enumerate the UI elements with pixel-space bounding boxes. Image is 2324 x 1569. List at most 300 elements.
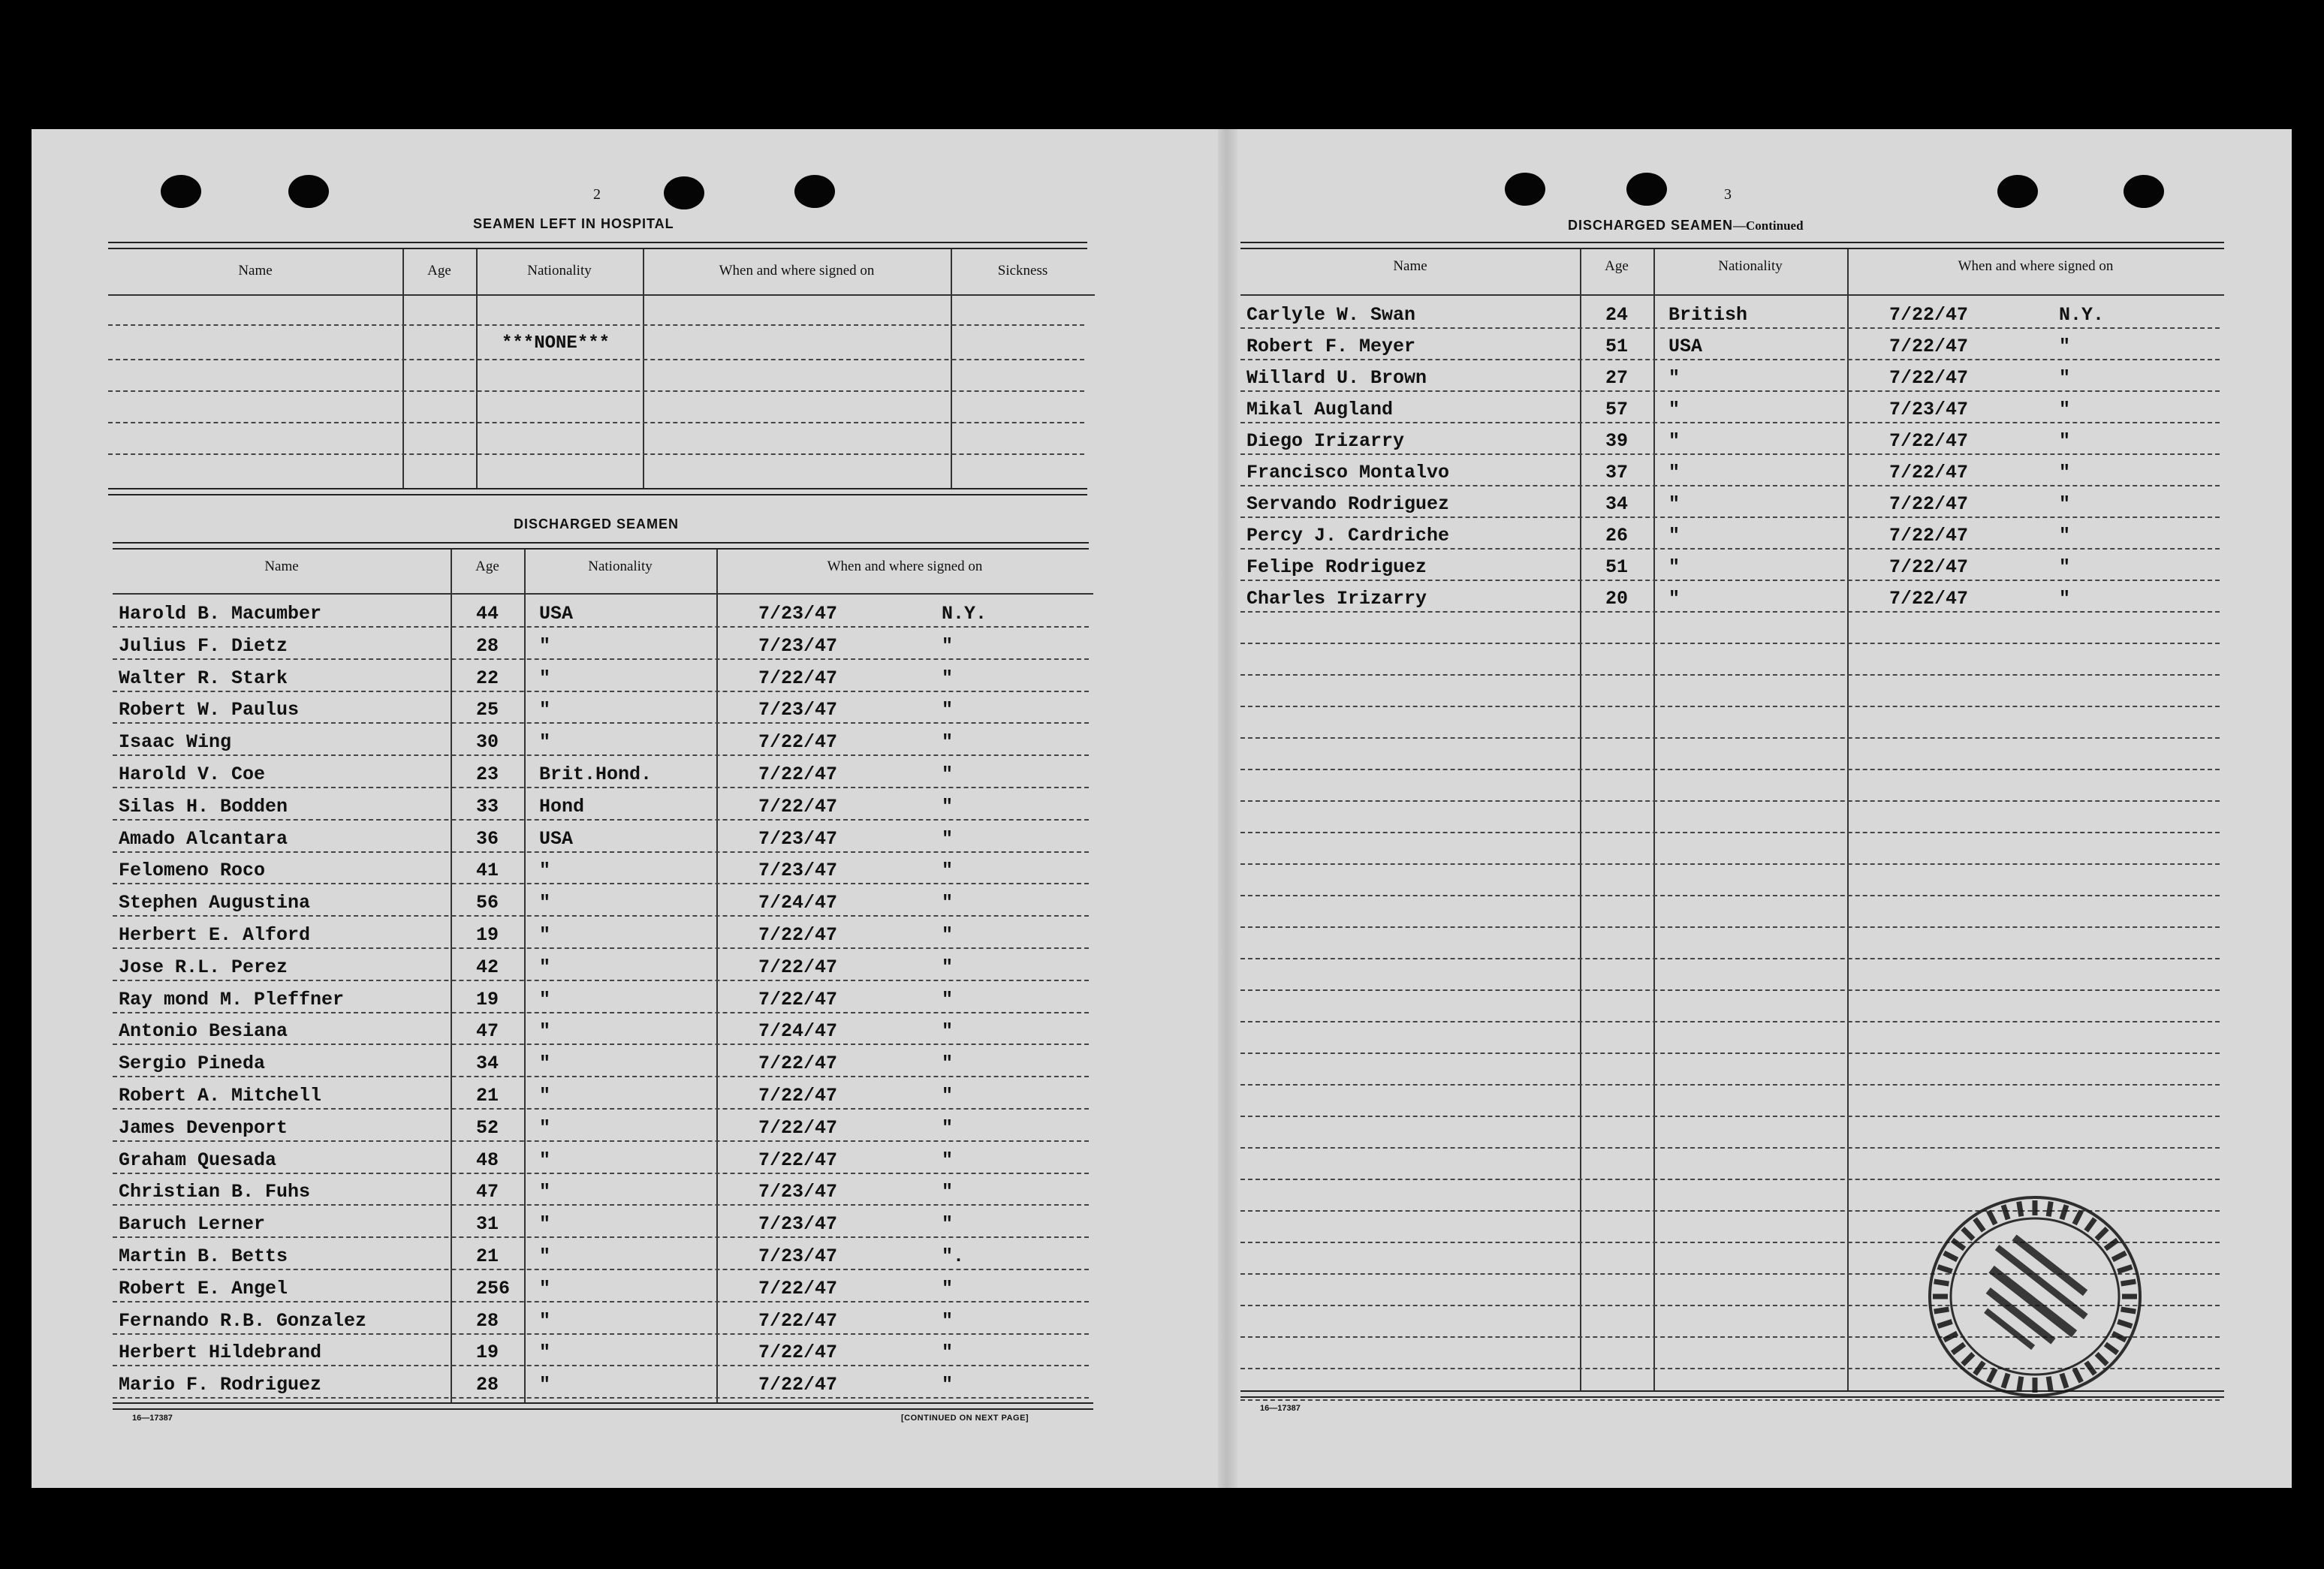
seaman-name: Felipe Rodriguez: [1246, 556, 1427, 578]
signed-on-date: 7/23/47: [758, 1213, 838, 1236]
signed-on-place: ": [2059, 556, 2071, 578]
stamp-tick: [1938, 1266, 1952, 1271]
seaman-age: 41: [476, 860, 499, 882]
signed-on-place: ": [942, 1053, 954, 1075]
row-rule: [1240, 453, 2220, 455]
row-rule: [113, 1269, 1089, 1270]
signed-on-place: ": [2059, 430, 2071, 452]
row-rule: [113, 1333, 1089, 1335]
rule: [108, 488, 1087, 495]
column-header: Nationality: [1718, 258, 1783, 274]
stamp-tick: [2075, 1369, 2081, 1382]
row-rule: [113, 883, 1089, 884]
signed-on-date: 7/23/47: [758, 634, 838, 657]
seaman-age: 30: [476, 731, 499, 754]
row-rule: [1240, 863, 2220, 865]
seaman-name: Robert A. Mitchell: [119, 1085, 322, 1107]
row-rule: [1240, 516, 2220, 518]
row-rule: [1240, 359, 2220, 360]
stamp-tick: [1944, 1333, 1958, 1340]
seaman-name: Silas H. Bodden: [119, 795, 288, 818]
signed-on-date: 7/22/47: [758, 667, 838, 689]
signed-on-place: ": [2059, 336, 2071, 357]
signed-on-place: ": [942, 988, 954, 1010]
seaman-age: 36: [476, 827, 499, 850]
row-rule: [108, 390, 1084, 392]
seaman-nationality: ": [1668, 462, 1680, 483]
seaman-nationality: ": [539, 699, 551, 721]
signed-on-place: ": [2059, 367, 2071, 389]
seaman-age: 21: [476, 1085, 499, 1107]
stamp-tick: [2105, 1344, 2118, 1353]
seaman-nationality: USA: [539, 603, 574, 625]
page-number-left: 2: [593, 186, 601, 203]
stamp-tick: [1988, 1369, 1995, 1382]
stamp-tick: [2086, 1218, 2095, 1230]
row-rule: [113, 658, 1089, 660]
hospital-none-note: ***NONE***: [502, 333, 610, 354]
seaman-name: Sergio Pineda: [119, 1053, 266, 1075]
seaman-nationality: Hond: [539, 795, 585, 818]
row-rule: [1240, 1179, 2220, 1180]
seaman-name: Harold V. Coe: [119, 763, 266, 785]
signed-on-date: 7/22/47: [758, 1053, 838, 1075]
seaman-age: 27: [1605, 367, 1629, 389]
seaman-name: Percy J. Cardriche: [1246, 525, 1450, 547]
stamp-tick: [2112, 1333, 2126, 1340]
signed-on-place: ".: [942, 1245, 965, 1267]
stamp-tick: [2118, 1321, 2132, 1326]
stamp-tick: [1988, 1211, 1995, 1224]
seaman-age: 39: [1605, 430, 1629, 452]
seaman-nationality: British: [1668, 304, 1748, 326]
row-rule: [113, 947, 1089, 949]
stamp-tick: [2118, 1266, 2132, 1271]
signed-on-place: ": [942, 1116, 954, 1139]
row-rule: [113, 1012, 1089, 1013]
seaman-name: Martin B. Betts: [119, 1245, 288, 1267]
signed-on-place: ": [942, 860, 954, 882]
row-rule: [108, 359, 1084, 360]
signed-on-date: 7/23/47: [758, 699, 838, 721]
punch-hole: [1997, 175, 2038, 208]
stamp-tick: [1963, 1354, 1973, 1364]
hospital-col-header: Name: [238, 263, 273, 279]
seaman-name: Julius F. Dietz: [119, 634, 288, 657]
row-rule: [113, 1397, 1089, 1399]
signed-on-date: 7/23/47: [758, 860, 838, 882]
row-rule: [1240, 989, 2220, 991]
seaman-age: 56: [476, 892, 499, 914]
seaman-age: 34: [476, 1053, 499, 1075]
seaman-age: 19: [476, 1342, 499, 1364]
seaman-nationality: ": [1668, 588, 1680, 610]
row-rule: [1240, 769, 2220, 770]
signed-on-place: ": [942, 827, 954, 850]
row-rule: [1240, 422, 2220, 423]
seaman-nationality: ": [1668, 525, 1680, 547]
title-suffix: —Continued: [1733, 218, 1804, 233]
seaman-name: Robert E. Angel: [119, 1277, 288, 1299]
signed-on-place: ": [942, 1342, 954, 1364]
stamp-tick: [1952, 1240, 1964, 1249]
stamp-tick: [2086, 1362, 2095, 1374]
seaman-name: Isaac Wing: [119, 731, 232, 754]
seaman-nationality: ": [1668, 556, 1680, 578]
row-rule: [1240, 800, 2220, 802]
seaman-nationality: ": [539, 731, 551, 754]
seaman-nationality: ": [539, 1181, 551, 1203]
seaman-age: 42: [476, 956, 499, 978]
row-rule: [1240, 548, 2220, 550]
signed-on-date: 7/22/47: [1889, 367, 1969, 389]
stamp-tick: [2048, 1377, 2051, 1392]
row-rule: [1240, 390, 2220, 392]
seaman-age: 28: [476, 1309, 499, 1332]
signed-on-date: 7/22/47: [1889, 430, 1969, 452]
row-rule: [1240, 1021, 2220, 1022]
seaman-age: 25: [476, 699, 499, 721]
seaman-name: James Devenport: [119, 1116, 288, 1139]
row-rule: [1240, 1084, 2220, 1086]
seaman-name: Mario F. Rodriguez: [119, 1374, 322, 1396]
seaman-name: Walter R. Stark: [119, 667, 288, 689]
seaman-age: 37: [1605, 462, 1629, 483]
row-rule: [113, 1108, 1089, 1110]
seaman-name: Robert W. Paulus: [119, 699, 300, 721]
row-rule: [113, 851, 1089, 853]
stamp-tick: [2019, 1377, 2021, 1392]
received-stamp: [1922, 1188, 2148, 1405]
signed-on-place: ": [2059, 588, 2071, 610]
row-rule: [1240, 737, 2220, 739]
row-rule: [113, 787, 1089, 788]
signed-on-date: 7/22/47: [758, 763, 838, 785]
row-rule: [1240, 643, 2220, 644]
column-divider: [716, 550, 718, 1402]
row-rule: [113, 1076, 1089, 1077]
signed-on-place: ": [942, 956, 954, 978]
row-rule: [113, 1043, 1089, 1045]
row-rule: [1240, 706, 2220, 707]
seaman-nationality: ": [539, 956, 551, 978]
row-rule: [113, 1301, 1089, 1302]
signed-on-place: ": [942, 1181, 954, 1203]
column-header: When and where signed on: [827, 559, 983, 574]
stamp-tick: [1952, 1344, 1964, 1353]
signed-on-place: ": [942, 731, 954, 754]
signed-on-place: ": [942, 795, 954, 818]
signed-on-date: 7/24/47: [758, 892, 838, 914]
seaman-name: Robert F. Meyer: [1246, 336, 1416, 357]
stamp-tick: [1963, 1228, 1973, 1239]
seaman-name: Amado Alcantara: [119, 827, 288, 850]
seaman-nationality: ": [1668, 399, 1680, 420]
seaman-name: Graham Quesada: [119, 1149, 277, 1171]
seaman-nationality: ": [539, 667, 551, 689]
form-number-left: 16—17387: [132, 1414, 173, 1423]
seaman-nationality: USA: [539, 827, 574, 850]
seaman-age: 52: [476, 1116, 499, 1139]
seaman-age: 31: [476, 1213, 499, 1236]
seaman-nationality: ": [539, 860, 551, 882]
seaman-nationality: ": [539, 1149, 551, 1171]
page-fold: [1218, 129, 1237, 1488]
signed-on-date: 7/22/47: [758, 924, 838, 946]
seaman-name: Fernando R.B. Gonzalez: [119, 1309, 367, 1332]
seaman-name: Baruch Lerner: [119, 1213, 266, 1236]
column-divider: [1847, 249, 1849, 1390]
seaman-nationality: ": [539, 1309, 551, 1332]
seaman-age: 28: [476, 634, 499, 657]
rule: [1240, 294, 2224, 296]
signed-on-date: 7/22/47: [1889, 556, 1969, 578]
seaman-age: 34: [1605, 493, 1629, 515]
signed-on-date: 7/22/47: [1889, 462, 1969, 483]
signed-on-place: ": [942, 1149, 954, 1171]
seaman-name: Stephen Augustina: [119, 892, 311, 914]
column-header: Name: [1393, 258, 1427, 274]
signed-on-place: ": [942, 1085, 954, 1107]
seaman-name: Herbert E. Alford: [119, 924, 311, 946]
stamp-tick: [2062, 1205, 2066, 1219]
signed-on-place: ": [942, 699, 954, 721]
column-divider: [524, 550, 526, 1402]
discharged-section-title: DISCHARGED SEAMEN: [514, 516, 680, 532]
title-main: DISCHARGED SEAMEN: [1568, 218, 1734, 233]
column-divider: [1580, 249, 1581, 1390]
seaman-nationality: USA: [1668, 336, 1703, 357]
row-rule: [1240, 832, 2220, 833]
signed-on-date: 7/22/47: [758, 795, 838, 818]
stamp-tick: [2048, 1202, 2051, 1217]
stamp-tick: [2096, 1354, 2107, 1364]
column-divider: [1653, 249, 1655, 1390]
row-rule: [113, 1204, 1089, 1206]
seaman-name: Willard U. Brown: [1246, 367, 1427, 389]
seaman-age: 256: [476, 1277, 511, 1299]
signed-on-place: ": [2059, 493, 2071, 515]
signed-on-place: ": [942, 763, 954, 785]
seaman-age: 19: [476, 924, 499, 946]
signed-on-date: 7/22/47: [1889, 304, 1969, 326]
row-rule: [113, 626, 1089, 628]
row-rule: [108, 324, 1084, 326]
seaman-name: Francisco Montalvo: [1246, 462, 1450, 483]
signed-on-date: 7/22/47: [1889, 336, 1969, 357]
row-rule: [113, 980, 1089, 981]
hospital-col-header: When and where signed on: [719, 263, 875, 279]
row-rule: [1240, 895, 2220, 896]
signed-on-date: 7/22/47: [758, 731, 838, 754]
stamp-tick: [2105, 1240, 2118, 1249]
signed-on-date: 7/22/47: [758, 1149, 838, 1171]
row-rule: [113, 1365, 1089, 1366]
stamp-tick: [2096, 1228, 2107, 1239]
column-header: Name: [264, 559, 299, 574]
seaman-nationality: ": [539, 892, 551, 914]
hospital-section-title: SEAMEN LEFT IN HOSPITAL: [473, 216, 674, 231]
row-rule: [1240, 327, 2220, 329]
seaman-nationality: ": [1668, 493, 1680, 515]
continued-on-next-page: [CONTINUED ON NEXT PAGE]: [901, 1414, 1029, 1423]
signed-on-date: 7/24/47: [758, 1020, 838, 1043]
seaman-nationality: ": [539, 1213, 551, 1236]
signed-on-date: 7/23/47: [758, 603, 838, 625]
row-rule: [113, 1236, 1089, 1238]
seaman-age: 20: [1605, 588, 1629, 610]
stamp-tick: [1975, 1362, 1984, 1374]
seaman-nationality: ": [539, 634, 551, 657]
signed-on-place: N.Y.: [942, 603, 987, 625]
row-rule: [113, 722, 1089, 724]
signed-on-date: 7/22/47: [758, 1342, 838, 1364]
seaman-age: 21: [476, 1245, 499, 1267]
seaman-age: 51: [1605, 556, 1629, 578]
signed-on-place: N.Y.: [2059, 304, 2105, 326]
seaman-name: Jose R.L. Perez: [119, 956, 288, 978]
signed-on-date: 7/23/47: [758, 1245, 838, 1267]
seaman-name: Christian B. Fuhs: [119, 1181, 311, 1203]
signed-on-place: ": [2059, 525, 2071, 547]
row-rule: [1240, 580, 2220, 581]
punch-hole: [288, 175, 329, 208]
stamp-tick: [2075, 1211, 2081, 1224]
signed-on-date: 7/23/47: [758, 1181, 838, 1203]
rule: [108, 242, 1087, 249]
row-rule: [1240, 958, 2220, 959]
signed-on-date: 7/22/47: [1889, 588, 1969, 610]
seaman-age: 57: [1605, 399, 1629, 420]
seaman-age: 24: [1605, 304, 1629, 326]
seaman-nationality: ": [539, 988, 551, 1010]
rule: [108, 294, 1095, 296]
row-rule: [113, 819, 1089, 821]
row-rule: [1240, 1053, 2220, 1054]
stamp-tick: [2062, 1374, 2066, 1388]
seaman-name: Felomeno Roco: [119, 860, 266, 882]
signed-on-place: ": [942, 924, 954, 946]
punch-hole: [1505, 173, 1545, 206]
column-header: When and where signed on: [1958, 258, 2114, 274]
signed-on-place: ": [942, 667, 954, 689]
row-rule: [113, 1140, 1089, 1142]
seaman-name: Charles Irizarry: [1246, 588, 1427, 610]
signed-on-date: 7/22/47: [1889, 525, 1969, 547]
seaman-nationality: Brit.Hond.: [539, 763, 653, 785]
hospital-col-header: Age: [427, 263, 451, 279]
signed-on-date: 7/22/47: [758, 1374, 838, 1396]
form-number-right: 16—17387: [1260, 1404, 1301, 1413]
row-rule: [1240, 1147, 2220, 1149]
page-number-right: 3: [1724, 186, 1732, 203]
column-header: Nationality: [588, 559, 653, 574]
signed-on-place: ": [942, 1374, 954, 1396]
stamp-tick: [2019, 1202, 2021, 1217]
seaman-name: Diego Irizarry: [1246, 430, 1405, 452]
row-rule: [1240, 674, 2220, 676]
seaman-nationality: ": [539, 1085, 551, 1107]
rule: [113, 542, 1089, 550]
seaman-name: Carlyle W. Swan: [1246, 304, 1416, 326]
rule: [113, 1402, 1093, 1410]
row-rule: [113, 1173, 1089, 1174]
column-header: Age: [1605, 258, 1629, 274]
signed-on-place: ": [942, 892, 954, 914]
row-rule: [1240, 1116, 2220, 1117]
seaman-name: Mikal Augland: [1246, 399, 1394, 420]
seaman-name: Herbert Hildebrand: [119, 1342, 322, 1364]
seaman-age: 28: [476, 1374, 499, 1396]
seaman-age: 47: [476, 1020, 499, 1043]
hospital-col-header: Nationality: [527, 263, 592, 279]
stamp-tick: [1938, 1321, 1952, 1326]
column-header: Age: [475, 559, 499, 574]
stamp-tick: [1975, 1218, 1984, 1230]
stamp-tick: [2003, 1205, 2008, 1219]
signed-on-date: 7/22/47: [758, 1309, 838, 1332]
row-rule: [108, 453, 1084, 455]
signed-on-date: 7/23/47: [1889, 399, 1969, 420]
row-rule: [113, 915, 1089, 917]
signed-on-date: 7/22/47: [1889, 493, 1969, 515]
seaman-age: 51: [1605, 336, 1629, 357]
stamp-tick: [1934, 1281, 1949, 1284]
punch-hole: [794, 175, 835, 208]
signed-on-date: 7/22/47: [758, 1116, 838, 1139]
punch-hole: [1626, 173, 1667, 206]
hospital-col-header: Sickness: [997, 263, 1048, 279]
signed-on-date: 7/22/47: [758, 956, 838, 978]
stamp-tick: [2121, 1281, 2136, 1284]
seaman-age: 26: [1605, 525, 1629, 547]
punch-hole: [161, 175, 201, 208]
seaman-nationality: ": [539, 1245, 551, 1267]
seaman-nationality: ": [539, 1020, 551, 1043]
signed-on-date: 7/23/47: [758, 827, 838, 850]
seaman-name: Ray mond M. Pleffner: [119, 988, 345, 1010]
seaman-age: 47: [476, 1181, 499, 1203]
signed-on-place: ": [942, 1020, 954, 1043]
stamp-tick: [1934, 1309, 1949, 1312]
seaman-nationality: ": [539, 1277, 551, 1299]
seaman-nationality: ": [539, 1053, 551, 1075]
stamp-tick: [2121, 1309, 2136, 1312]
row-rule: [1240, 926, 2220, 928]
seaman-nationality: ": [539, 924, 551, 946]
seaman-nationality: ": [1668, 430, 1680, 452]
seaman-nationality: ": [539, 1374, 551, 1396]
seaman-age: 44: [476, 603, 499, 625]
seaman-nationality: ": [539, 1116, 551, 1139]
signed-on-place: ": [942, 1213, 954, 1236]
punch-hole: [664, 176, 704, 209]
seaman-nationality: ": [1668, 367, 1680, 389]
seaman-age: 22: [476, 667, 499, 689]
signed-on-place: ": [942, 1277, 954, 1299]
seaman-age: 19: [476, 988, 499, 1010]
seaman-nationality: ": [539, 1342, 551, 1364]
row-rule: [113, 754, 1089, 756]
signed-on-date: 7/22/47: [758, 1085, 838, 1107]
seaman-name: Antonio Besiana: [119, 1020, 288, 1043]
punch-hole: [2124, 175, 2164, 208]
row-rule: [1240, 611, 2220, 613]
stamp-tick: [1944, 1253, 1958, 1260]
seaman-age: 33: [476, 795, 499, 818]
signed-on-date: 7/22/47: [758, 988, 838, 1010]
row-rule: [1240, 485, 2220, 486]
